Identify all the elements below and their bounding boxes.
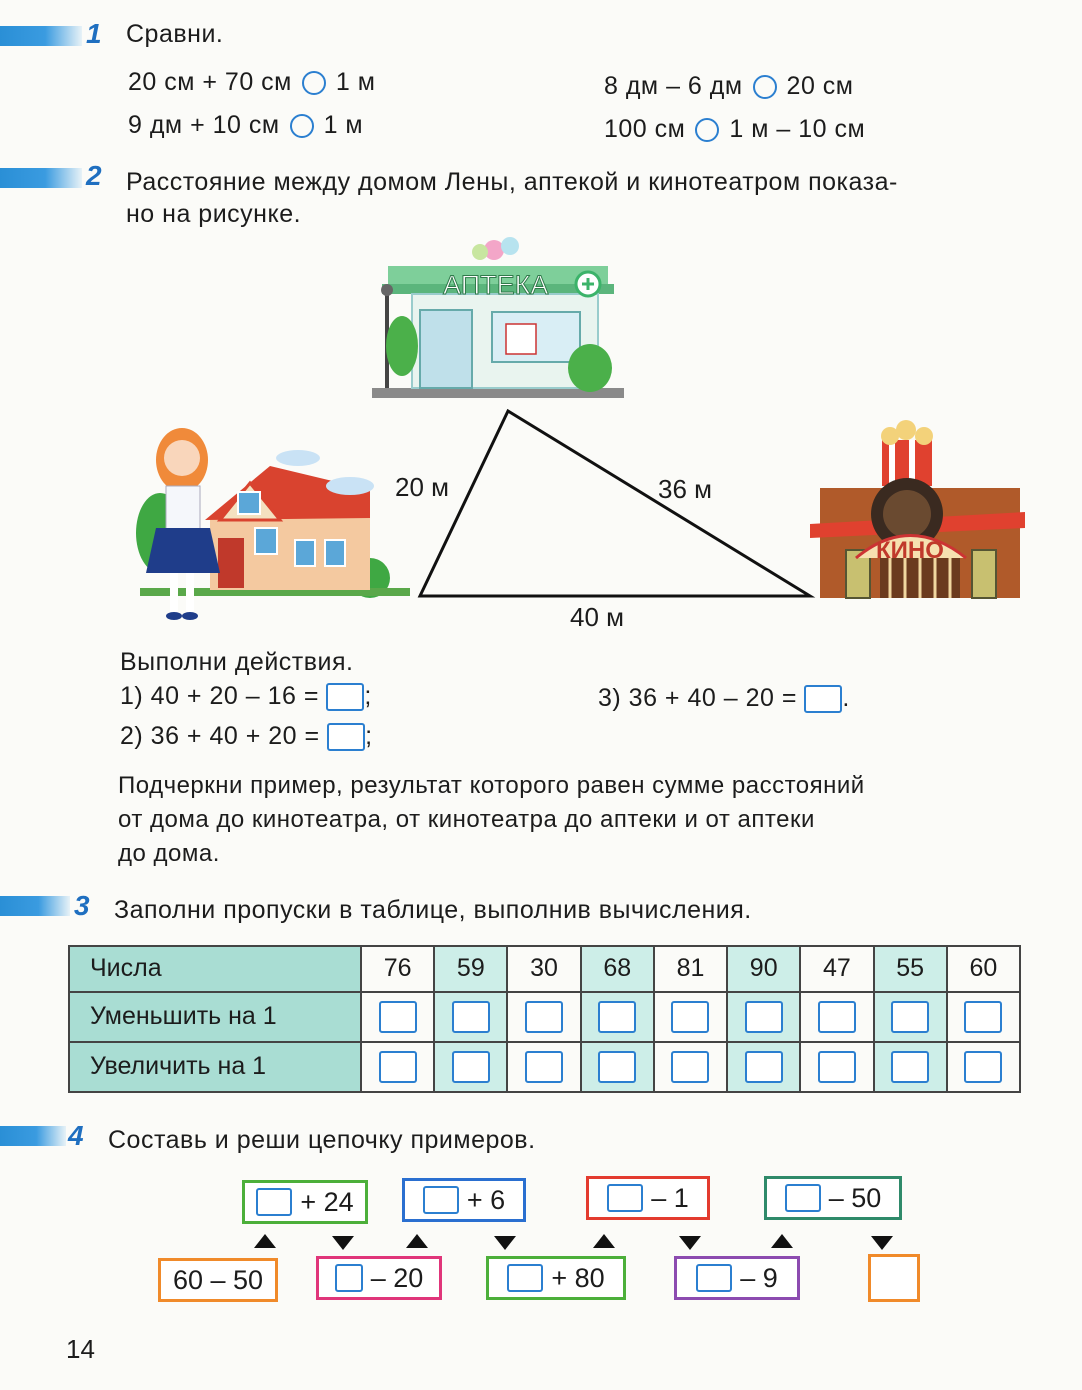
compare-1-circle[interactable] — [302, 71, 326, 95]
chain-op-plus6: + 6 — [466, 1184, 506, 1215]
answer-cell — [434, 992, 507, 1042]
compare-2-circle[interactable] — [290, 114, 314, 138]
compare-2-left: 9 дм + 10 см — [128, 111, 280, 139]
compare-4-right: 1 м – 10 см — [729, 115, 866, 143]
answer-box[interactable] — [891, 1051, 929, 1083]
answer-cell — [947, 1042, 1020, 1092]
chain-chip-minus9 — [674, 1256, 800, 1300]
row-label-decrease: Уменьшить на 1 — [69, 992, 361, 1042]
answer-cell — [361, 992, 434, 1042]
arrow-down-icon — [679, 1236, 701, 1250]
pharmacy-building — [372, 237, 624, 398]
exercise-3-punct: . — [842, 684, 850, 712]
exercise-2-answer-box[interactable] — [327, 723, 365, 751]
table-row-numbers — [69, 946, 1020, 992]
chain-chip-plus80 — [486, 1256, 626, 1300]
underline-text-line3: до дома. — [118, 840, 220, 867]
compare-3-left: 8 дм – 6 дм — [604, 72, 743, 100]
exercise-1 — [120, 682, 372, 711]
exercise-3-expr: 3) 36 + 40 – 20 = — [598, 684, 797, 712]
arrow-up-icon — [593, 1234, 615, 1248]
underline-text-line1: Подчеркни пример, результат которого равен сумме расстояний — [118, 772, 865, 799]
value-cell: 55 — [874, 946, 947, 992]
compare-3-circle[interactable] — [753, 75, 777, 99]
row-label-numbers: Числа — [69, 946, 361, 992]
pharmacy-sign: АПТЕКА — [443, 270, 549, 300]
chain-op-plus24: + 24 — [300, 1186, 354, 1217]
label-20m: 20 м — [395, 472, 450, 502]
answer-box[interactable] — [964, 1051, 1002, 1083]
numbers-table — [68, 945, 1021, 1093]
answer-cell — [800, 992, 873, 1042]
task2-text-line2: но на рисунке. — [126, 200, 302, 228]
answer-box[interactable] — [745, 1051, 783, 1083]
chain-final-answer-box[interactable] — [868, 1254, 920, 1302]
task1-number: 1 — [86, 18, 102, 49]
answer-cell — [727, 992, 800, 1042]
answer-cell — [434, 1042, 507, 1092]
chain-chip-start — [158, 1258, 278, 1302]
answer-cell — [727, 1042, 800, 1092]
chain-start-expr: 60 – 50 — [172, 1264, 264, 1295]
arrow-down-icon — [494, 1236, 516, 1250]
answer-cell — [874, 992, 947, 1042]
exercise-1-expr: 1) 40 + 20 – 16 = — [120, 682, 319, 710]
value-cell: 90 — [727, 946, 800, 992]
arrow-down-icon — [871, 1236, 893, 1250]
value-cell: 68 — [581, 946, 654, 992]
chain-op-minus9: – 9 — [740, 1262, 778, 1293]
task2-text-line1: Расстояние между домом Лены, аптекой и кинотеатром показа- — [126, 168, 898, 196]
cinema-sign: КИНО — [876, 537, 944, 564]
answer-box[interactable] — [452, 1051, 490, 1083]
task3-title: Заполни пропуски в таблице, выполнив вычисления. — [114, 896, 752, 924]
distance-triangle — [420, 411, 810, 596]
answer-box[interactable] — [452, 1001, 490, 1033]
answer-cell — [507, 992, 580, 1042]
compare-3-right: 20 см — [786, 72, 854, 100]
answer-box[interactable] — [379, 1051, 417, 1083]
value-cell: 59 — [434, 946, 507, 992]
answer-box[interactable] — [598, 1051, 636, 1083]
value-cell: 30 — [507, 946, 580, 992]
exercise-2 — [120, 722, 373, 751]
value-cell: 47 — [800, 946, 873, 992]
chain-answer-box[interactable] — [507, 1264, 543, 1292]
compare-2-right: 1 м — [323, 111, 364, 139]
distance-illustration — [120, 228, 1030, 638]
answer-box[interactable] — [598, 1001, 636, 1033]
task2-number: 2 — [86, 160, 102, 191]
chain-op-plus80: + 80 — [551, 1262, 605, 1293]
chain-op-minus50: – 50 — [828, 1182, 882, 1213]
chain-answer-box[interactable] — [696, 1264, 732, 1292]
chain-answer-box[interactable] — [256, 1188, 292, 1216]
answer-cell — [581, 992, 654, 1042]
compare-row-2 — [128, 111, 363, 140]
answer-box[interactable] — [379, 1001, 417, 1033]
chain-answer-box[interactable] — [335, 1264, 363, 1292]
chain-answer-box[interactable] — [607, 1184, 643, 1212]
chain-op-minus20: – 20 — [370, 1262, 424, 1293]
compare-1-right: 1 м — [335, 68, 376, 96]
answer-box[interactable] — [525, 1001, 563, 1033]
table-row-decrease — [69, 992, 1020, 1042]
answer-box[interactable] — [745, 1001, 783, 1033]
chain-chip-minus1 — [586, 1176, 710, 1220]
answer-box[interactable] — [525, 1051, 563, 1083]
exercise-1-punct: ; — [364, 682, 372, 710]
compare-4-circle[interactable] — [695, 118, 719, 142]
cinema-building — [810, 420, 1025, 598]
answer-cell — [654, 1042, 727, 1092]
exercise-1-answer-box[interactable] — [326, 683, 364, 711]
value-cell: 76 — [361, 946, 434, 992]
chain-answer-box[interactable] — [423, 1186, 459, 1214]
row-label-increase: Увеличить на 1 — [69, 1042, 361, 1092]
chain-chip-plus6 — [402, 1178, 526, 1222]
task4-number: 4 — [68, 1120, 84, 1151]
arrow-up-icon — [771, 1234, 793, 1248]
arrow-up-icon — [254, 1234, 276, 1248]
chain-chip-minus20 — [316, 1256, 442, 1300]
value-cell: 60 — [947, 946, 1020, 992]
compare-4-left: 100 см — [604, 115, 686, 143]
compare-row-4 — [604, 115, 865, 144]
exercise-2-expr: 2) 36 + 40 + 20 = — [120, 722, 320, 750]
answer-box[interactable] — [964, 1001, 1002, 1033]
answer-box[interactable] — [818, 1051, 856, 1083]
answer-box[interactable] — [671, 1051, 709, 1083]
task3-marker — [0, 896, 70, 916]
answer-cell — [947, 992, 1020, 1042]
answer-cell — [581, 1042, 654, 1092]
answer-cell — [654, 992, 727, 1042]
task4-marker — [0, 1126, 66, 1146]
answer-cell — [800, 1042, 873, 1092]
answer-cell — [874, 1042, 947, 1092]
page-number: 14 — [66, 1334, 95, 1364]
chain-chip-minus50 — [764, 1176, 902, 1220]
compare-row-3 — [604, 72, 854, 101]
label-40m: 40 м — [570, 602, 625, 632]
chain-answer-box[interactable] — [785, 1184, 821, 1212]
answer-box[interactable] — [818, 1001, 856, 1033]
chain-op-minus1: – 1 — [651, 1182, 689, 1213]
answer-cell — [361, 1042, 434, 1092]
answer-box[interactable] — [671, 1001, 709, 1033]
exercise-2-punct: ; — [365, 722, 373, 750]
arrow-up-icon — [406, 1234, 428, 1248]
task3-number: 3 — [74, 890, 90, 921]
underline-text-line2: от дома до кинотеатра, от кинотеатра до аптеки и от аптеки — [118, 806, 815, 833]
task4-title: Составь и реши цепочку примеров. — [108, 1126, 536, 1154]
task2-marker — [0, 168, 82, 188]
exercise-3-answer-box[interactable] — [804, 685, 842, 713]
task1-marker — [0, 26, 82, 46]
table-row-increase — [69, 1042, 1020, 1092]
arrow-down-icon — [332, 1236, 354, 1250]
label-36m: 36 м — [658, 474, 713, 504]
answer-box[interactable] — [891, 1001, 929, 1033]
task1-title: Сравни. — [126, 20, 224, 48]
exercise-3 — [598, 684, 850, 713]
compare-1-left: 20 см + 70 см — [128, 68, 292, 96]
chain-chip-plus24 — [242, 1180, 368, 1224]
compare-row-1 — [128, 68, 375, 97]
actions-title: Выполни действия. — [120, 648, 354, 676]
value-cell: 81 — [654, 946, 727, 992]
answer-cell — [507, 1042, 580, 1092]
